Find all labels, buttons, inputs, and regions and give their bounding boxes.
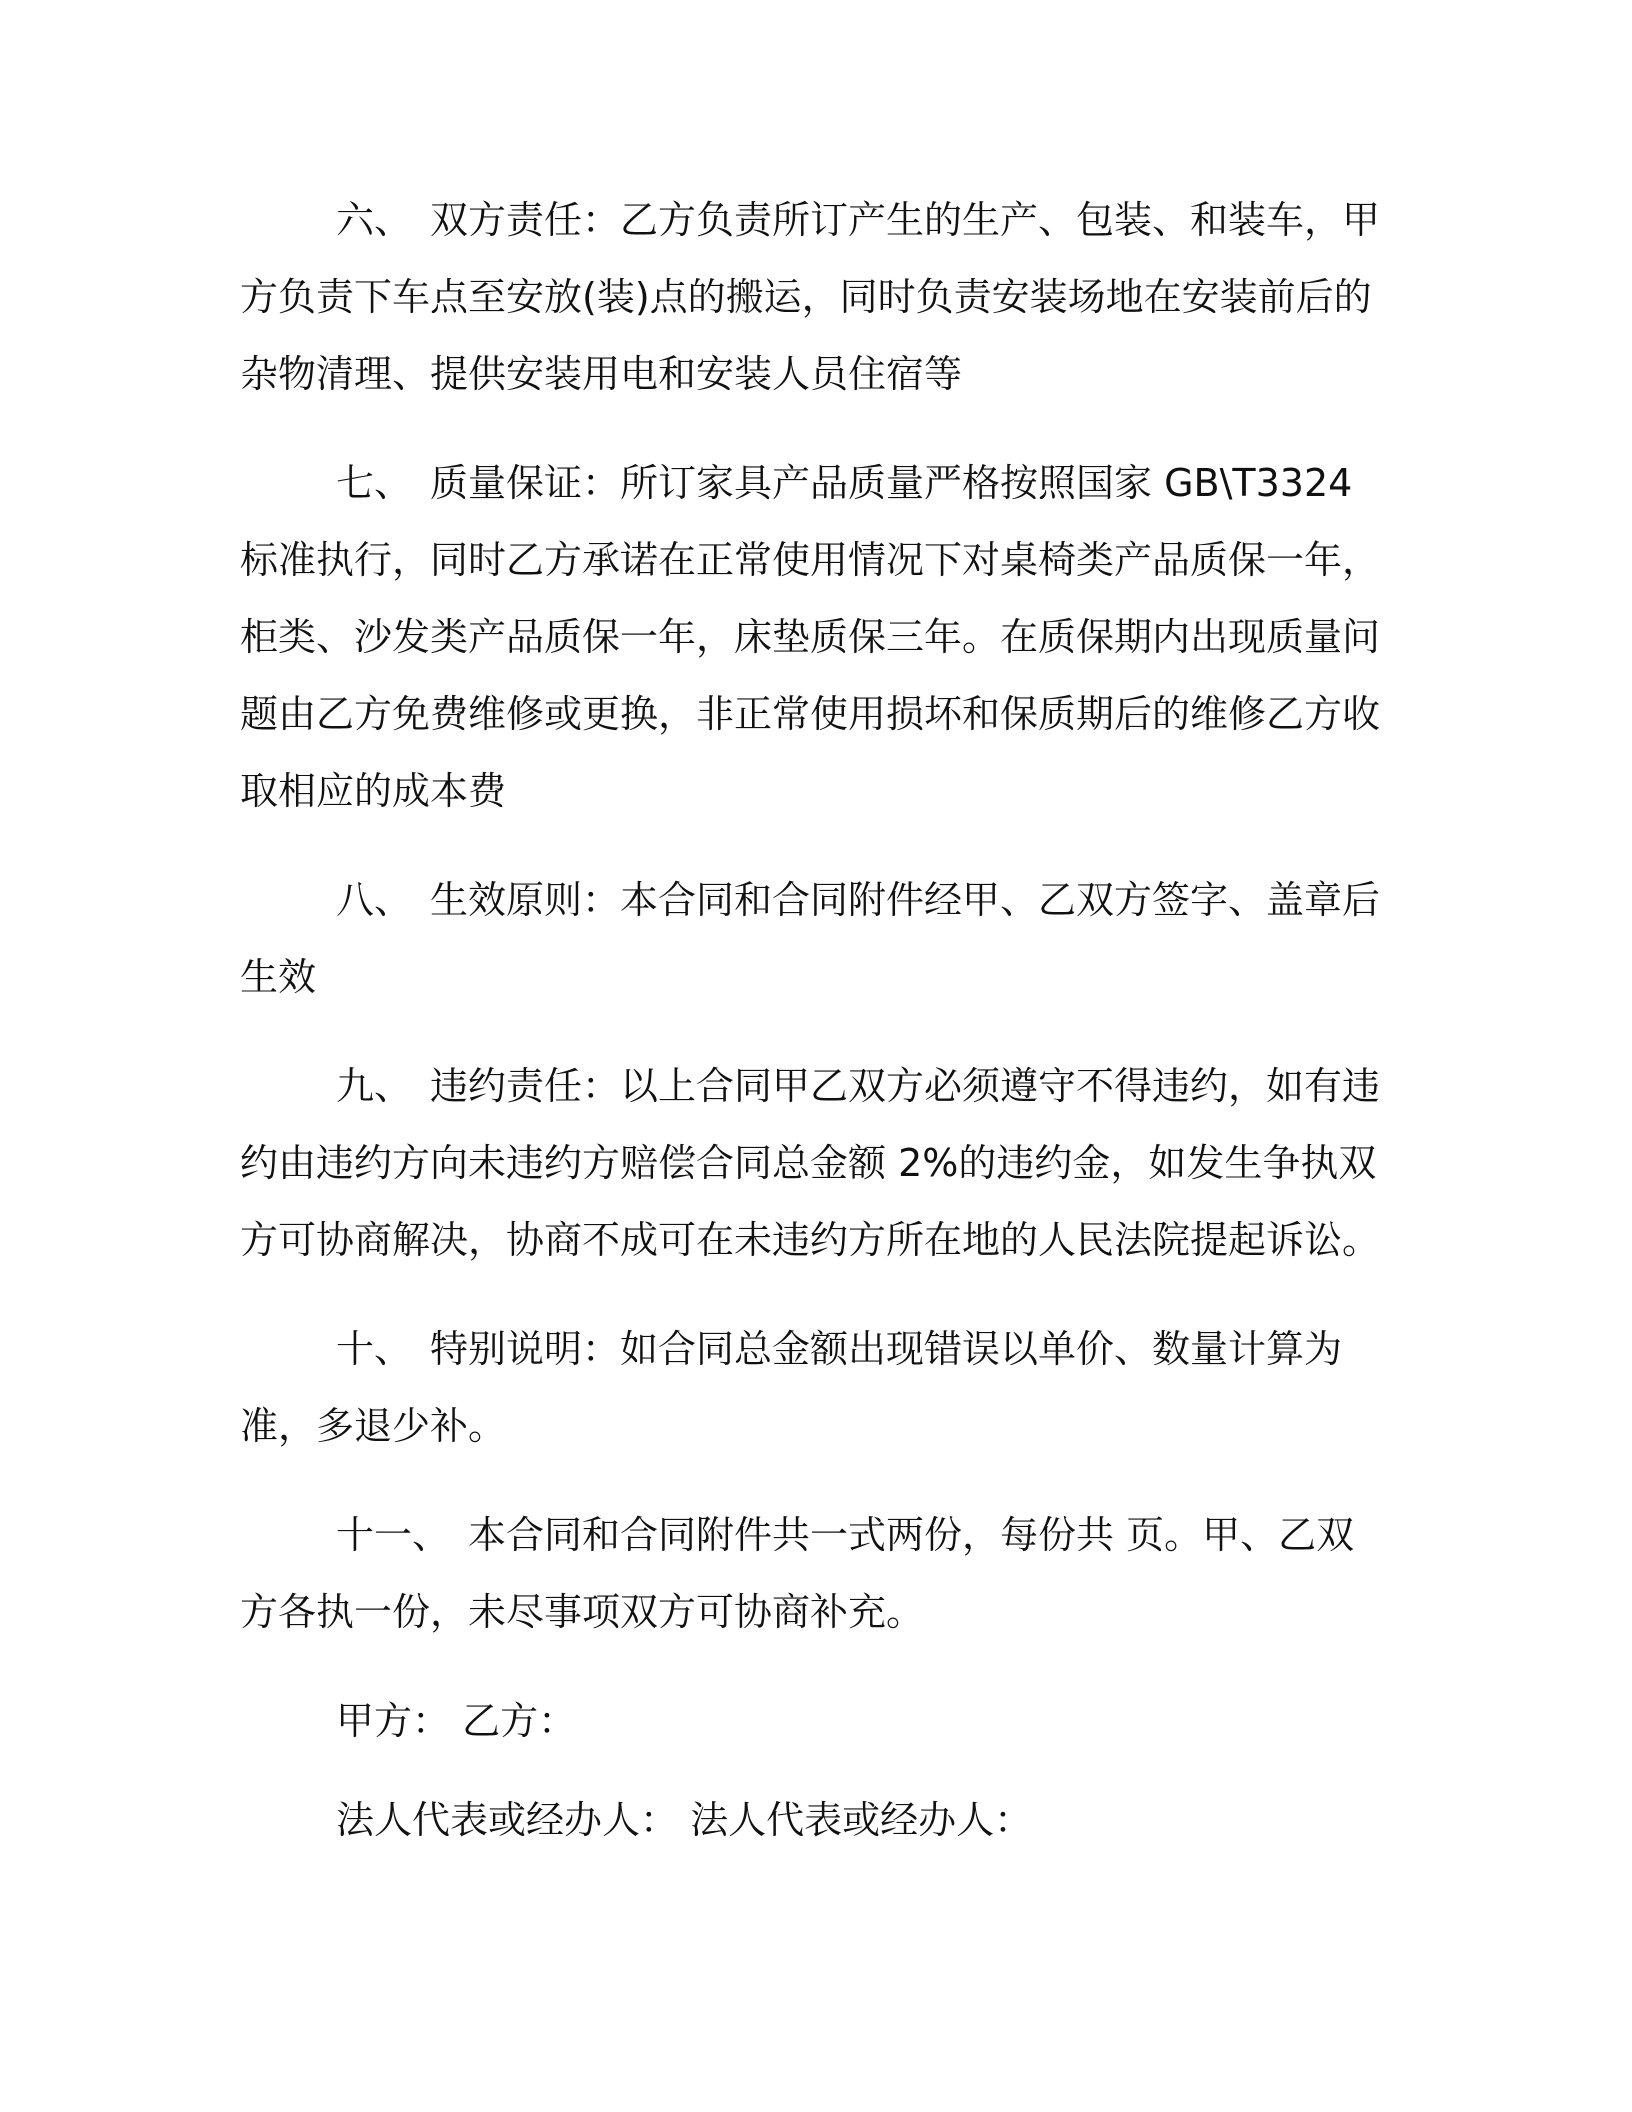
clause-text: 质量保证：所订家具产品质量严格按照国家 GB\T3324 标准执行，同时乙方承诺在正常使用情况下对桌椅类产品质保一年，柜类、沙发类产品质保一年，床垫质保三年。在质保期内出现质量问题由乙方免费维修或更换，非正常使用损坏和保质期后的维修乙方收取相应的成本费 xyxy=(240,461,1381,813)
signature-parties: 甲方： 乙方： xyxy=(336,1699,577,1743)
contract-body xyxy=(240,182,1392,1881)
clause-10 xyxy=(240,1311,1392,1465)
clause-text: 生效原则：本合同和合同附件经甲、乙双方签字、盖章后生效 xyxy=(240,878,1381,999)
signature-representatives: 法人代表或经办人： 法人代表或经办人： xyxy=(336,1798,1033,1842)
clause-text: 违约责任：以上合同甲乙双方必须遵守不得违约，如有违约由违约方向未违约方赔偿合同总金额 2%的违约金，如发生争执双方可协商解决，协商不成可在未违约方所在地的人民法院提起诉讼。 xyxy=(240,1064,1381,1262)
clause-number: 九、 xyxy=(336,1064,413,1108)
clause-number: 十一、 xyxy=(336,1513,451,1557)
clause-number: 六、 xyxy=(336,198,413,242)
clause-number: 八、 xyxy=(336,878,413,922)
clause-number: 七、 xyxy=(336,461,413,505)
clause-number: 十、 xyxy=(336,1327,413,1371)
clause-text: 双方责任：乙方负责所订产生的生产、包装、和装车，甲方负责下车点至安放(装)点的搬运，同时负责安装场地在安装前后的杂物清理、提供安装用电和安装人员住宿等 xyxy=(240,198,1381,396)
clause-6 xyxy=(240,182,1392,413)
clause-11 xyxy=(240,1497,1392,1651)
clause-8 xyxy=(240,862,1392,1016)
clause-7 xyxy=(240,445,1392,830)
clause-9 xyxy=(240,1048,1392,1279)
clause-text: 本合同和合同附件共一式两份，每份共 页。甲、乙双方各执一份，未尽事项双方可协商补充。 xyxy=(240,1513,1355,1634)
clause-text: 特别说明：如合同总金额出现错误以单价、数量计算为准，多退少补。 xyxy=(240,1327,1343,1448)
